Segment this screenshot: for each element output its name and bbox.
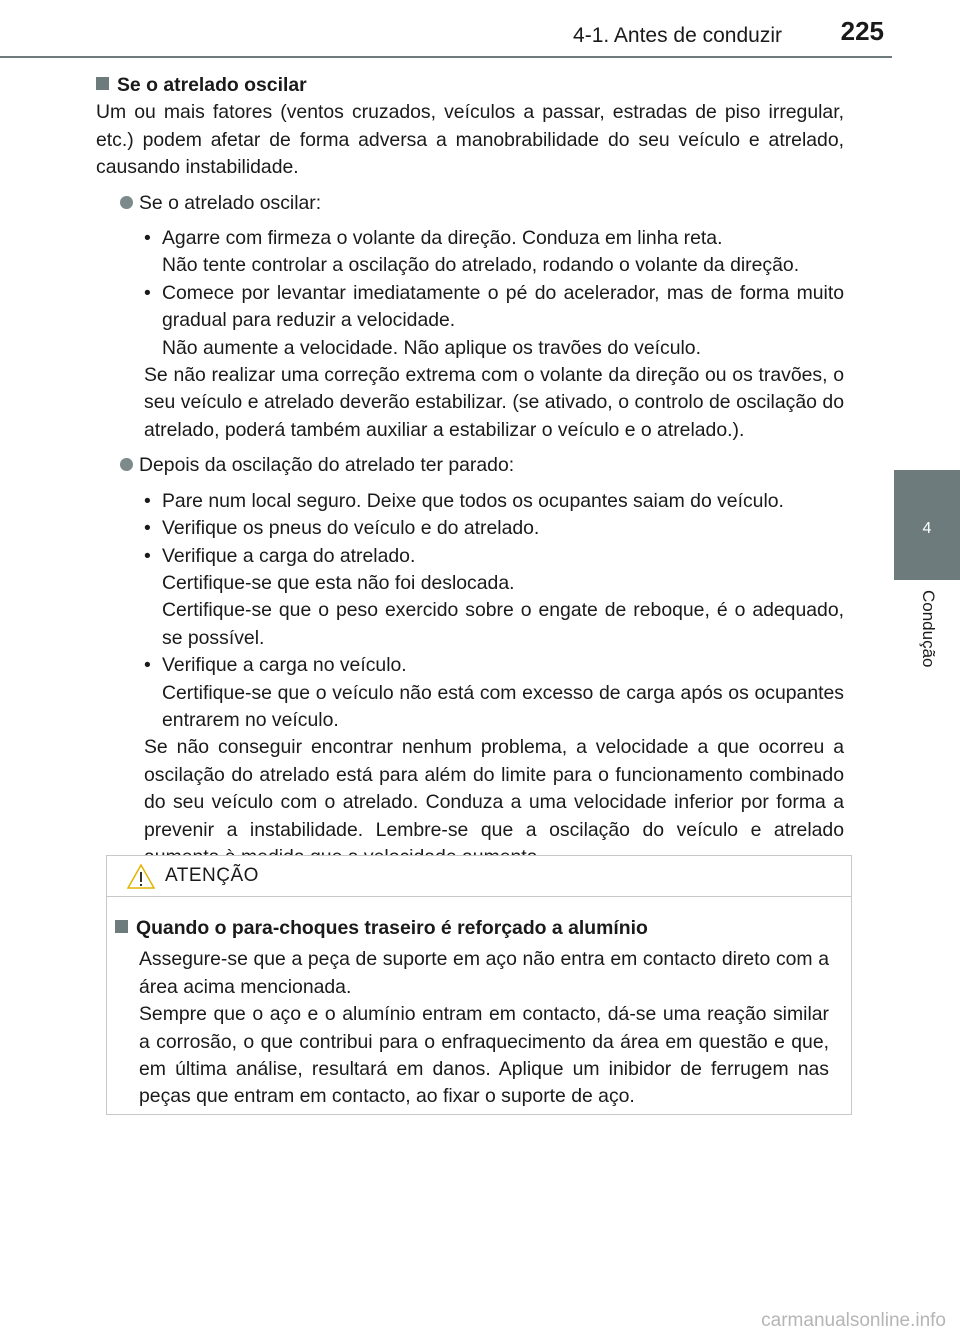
list-item: • Verifique os pneus do veículo e do atrelado. — [144, 515, 844, 542]
bullet-list-1 — [120, 225, 844, 362]
main-content — [96, 72, 844, 871]
group2-after: Se não conseguir encontrar nenhum problema, a velocidade a que ocorreu a oscilação do atrelado está para além do limite para o funcionamento combinado do seu veículo com o atrelado. Conduza a uma velocidade inferior por forma a prevenir a instabilidade. Lembre-se que a oscilação do veículo e atrelado — [144, 736, 844, 841]
chapter-label: Condução — [919, 590, 938, 668]
header-rule — [0, 56, 892, 58]
circle-bullet-icon — [120, 196, 133, 209]
page-header — [0, 0, 960, 60]
warning-subtitle: Quando o para-choques traseiro é reforçado a alumínio — [115, 915, 829, 942]
list-item: • Verifique a carga do atrelado. Certifique-se que esta não foi deslocada. Certifique-se que o peso exercido sobre o engate de reboque, é o adequado, se possível. — [144, 543, 844, 653]
chapter-number: 4 — [922, 520, 932, 537]
page-number: 225 — [840, 16, 884, 46]
list-item: • Agarre com firmeza o volante da direção. Conduza em linha reta. Não tente controlar a oscilação do atrelado, rodando o volante da direção. — [144, 225, 844, 280]
circle-bullet-icon — [120, 458, 133, 471]
warning-para-1: Assegure-se que a peça de suporte em aço não entra em contacto direto com a área acima mencionada. — [139, 948, 829, 998]
section-title: Se o atrelado oscilar — [96, 72, 844, 99]
bullet-list-2 — [120, 488, 844, 735]
warning-header — [107, 856, 851, 897]
list-item: • Verifique a carga no veículo. Certifique-se que o veículo não está com excesso de carga após os ocupantes entrarem no veículo. — [144, 652, 844, 734]
list-item: • Pare num local seguro. Deixe que todos os ocupantes saiam do veículo. — [144, 488, 844, 515]
section-intro: Um ou mais fatores (ventos cruzados, veículos a passar, estradas de piso irregular, etc.) podem afetar de forma adversa a manobrabilidade do seu veículo e atrelado, causando instabilidade. — [96, 101, 844, 179]
square-bullet-icon — [96, 77, 109, 90]
list-item: • Comece por levantar imediatamente o pé do acelerador, mas de forma muito gradual para reduzir a velocidade. Não aumente a velocidade. Não aplique os travões do veículo. — [144, 280, 844, 362]
square-bullet-icon — [115, 920, 128, 933]
watermark-text: carmanualsonline.info — [761, 1310, 946, 1331]
group-heading-2: Depois da oscilação do atrelado ter parado: — [120, 452, 844, 479]
warning-triangle-icon — [127, 864, 155, 889]
warning-title: ATENÇÃO — [165, 865, 259, 886]
group-heading-1: Se o atrelado oscilar: — [120, 190, 844, 217]
warning-body — [107, 897, 851, 1111]
group1-after: Se não realizar uma correção extrema com o volante da direção ou os travões, o seu veículo e atrelado deverão estabilizar. (se ativado, o controlo de oscilação do atrelado, poderá também auxiliar a estabilizar o veículo e o atrelado.). — [144, 364, 844, 441]
warning-para-2: Sempre que o aço e o alumínio entram em contacto, dá-se uma reação similar a corrosão, o que contribui para o enfraquecimento da área em questão e que, em última análise, resultará em danos. Aplique um inibidor de ferrugem nas peças que entram em contacto, ao fixar o suporte de aço. — [139, 1003, 829, 1108]
warning-box — [106, 855, 852, 1115]
section-label: 4-1. Antes de conduzir — [573, 24, 782, 47]
